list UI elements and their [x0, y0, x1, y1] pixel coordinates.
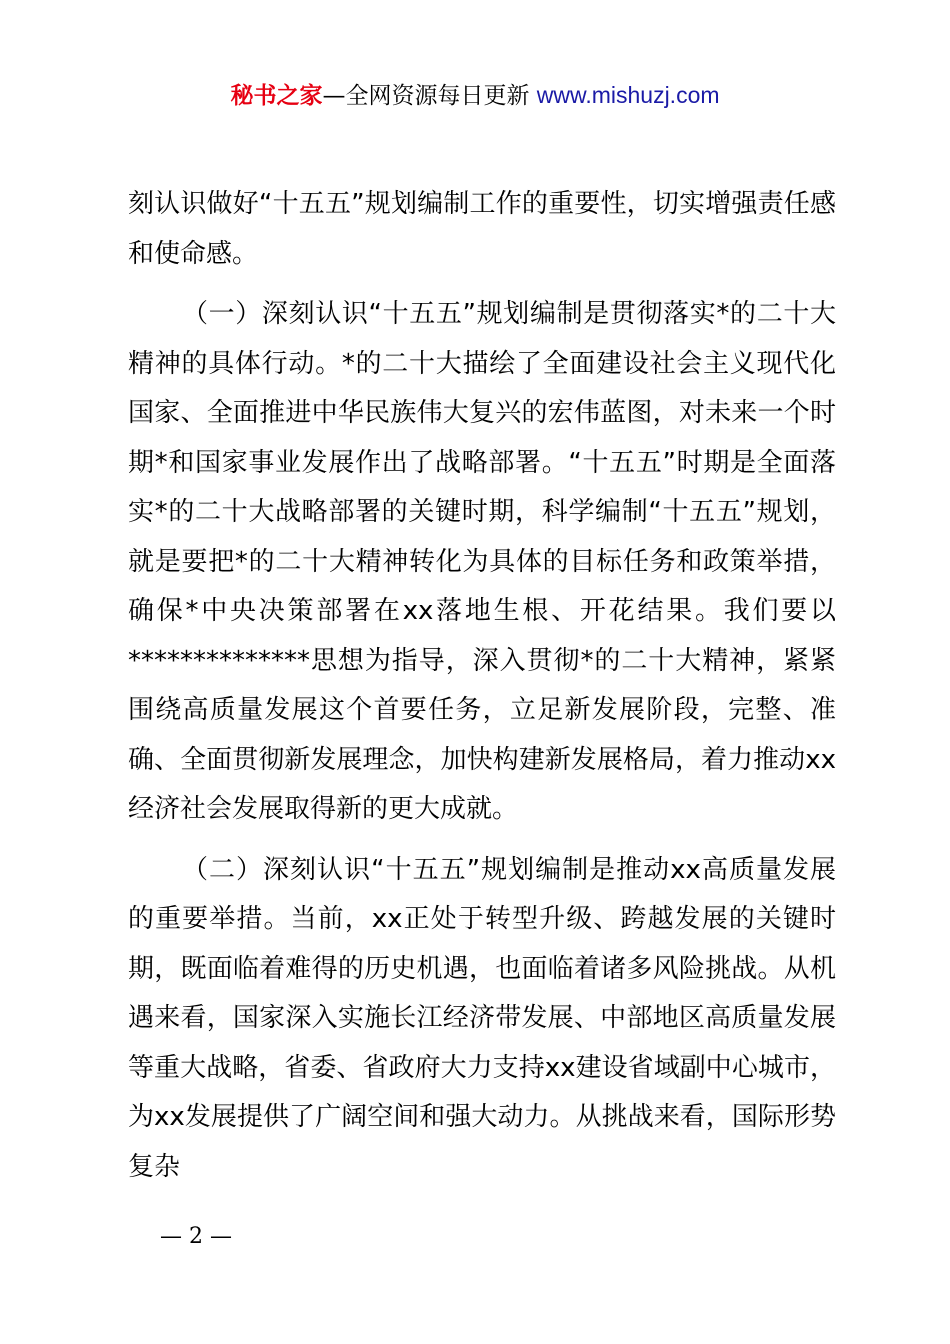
- paragraph-section-2: （二）深刻认识“十五五”规划编制是推动xx高质量发展的重要举措。当前，xx正处于转型升级、跨越发展的关键时期，既面临着难得的历史机遇，也面临着诸多风险挑战。从机遇来看，国家深入实施长江经济带发展、中部地区高质量发展等重大战略，省委、省政府大力支持xx建设省域副中心城市，为xx发展提供了广阔空间和强大动力。从挑战来看，国际形势复杂: [128, 854, 836, 1182]
- paragraph-continuation: 刻认识做好“十五五”规划编制工作的重要性，切实增强责任感和使命感。: [128, 189, 836, 269]
- document-body: [128, 180, 836, 1192]
- header-tagline: —全网资源每日更新: [322, 83, 537, 109]
- site-header: [0, 78, 950, 113]
- page-number: — 2 —: [160, 1224, 232, 1249]
- brand-name: 秘书之家: [230, 83, 323, 109]
- site-url-link[interactable]: www.mishuzj.com: [536, 82, 720, 108]
- paragraph-section-1: （一）深刻认识“十五五”规划编制是贯彻落实*的二十大精神的具体行动。*的二十大描绘了全面建设社会主义现代化国家、全面推进中华民族伟大复兴的宏伟蓝图，对未来一个时期*和国家事业发展作出了战略部署。“十五五”时期是全面落实*的二十大战略部署的关键时期，科学编制“十五五”规划，就是要把*的二十大精神转化为具体的目标任务和政策举措，确保*中央决策部署在xx落地生根、开花结果。我们要以**************思想为指导，深入贯彻*的二十大精神，紧紧围绕高质量发展这个首要任务，立足新发展阶段，完整、准确、全面贯彻新发展理念，加快构建新发展格局，着力推动xx经济社会发展取得新的更大成就。: [128, 299, 836, 824]
